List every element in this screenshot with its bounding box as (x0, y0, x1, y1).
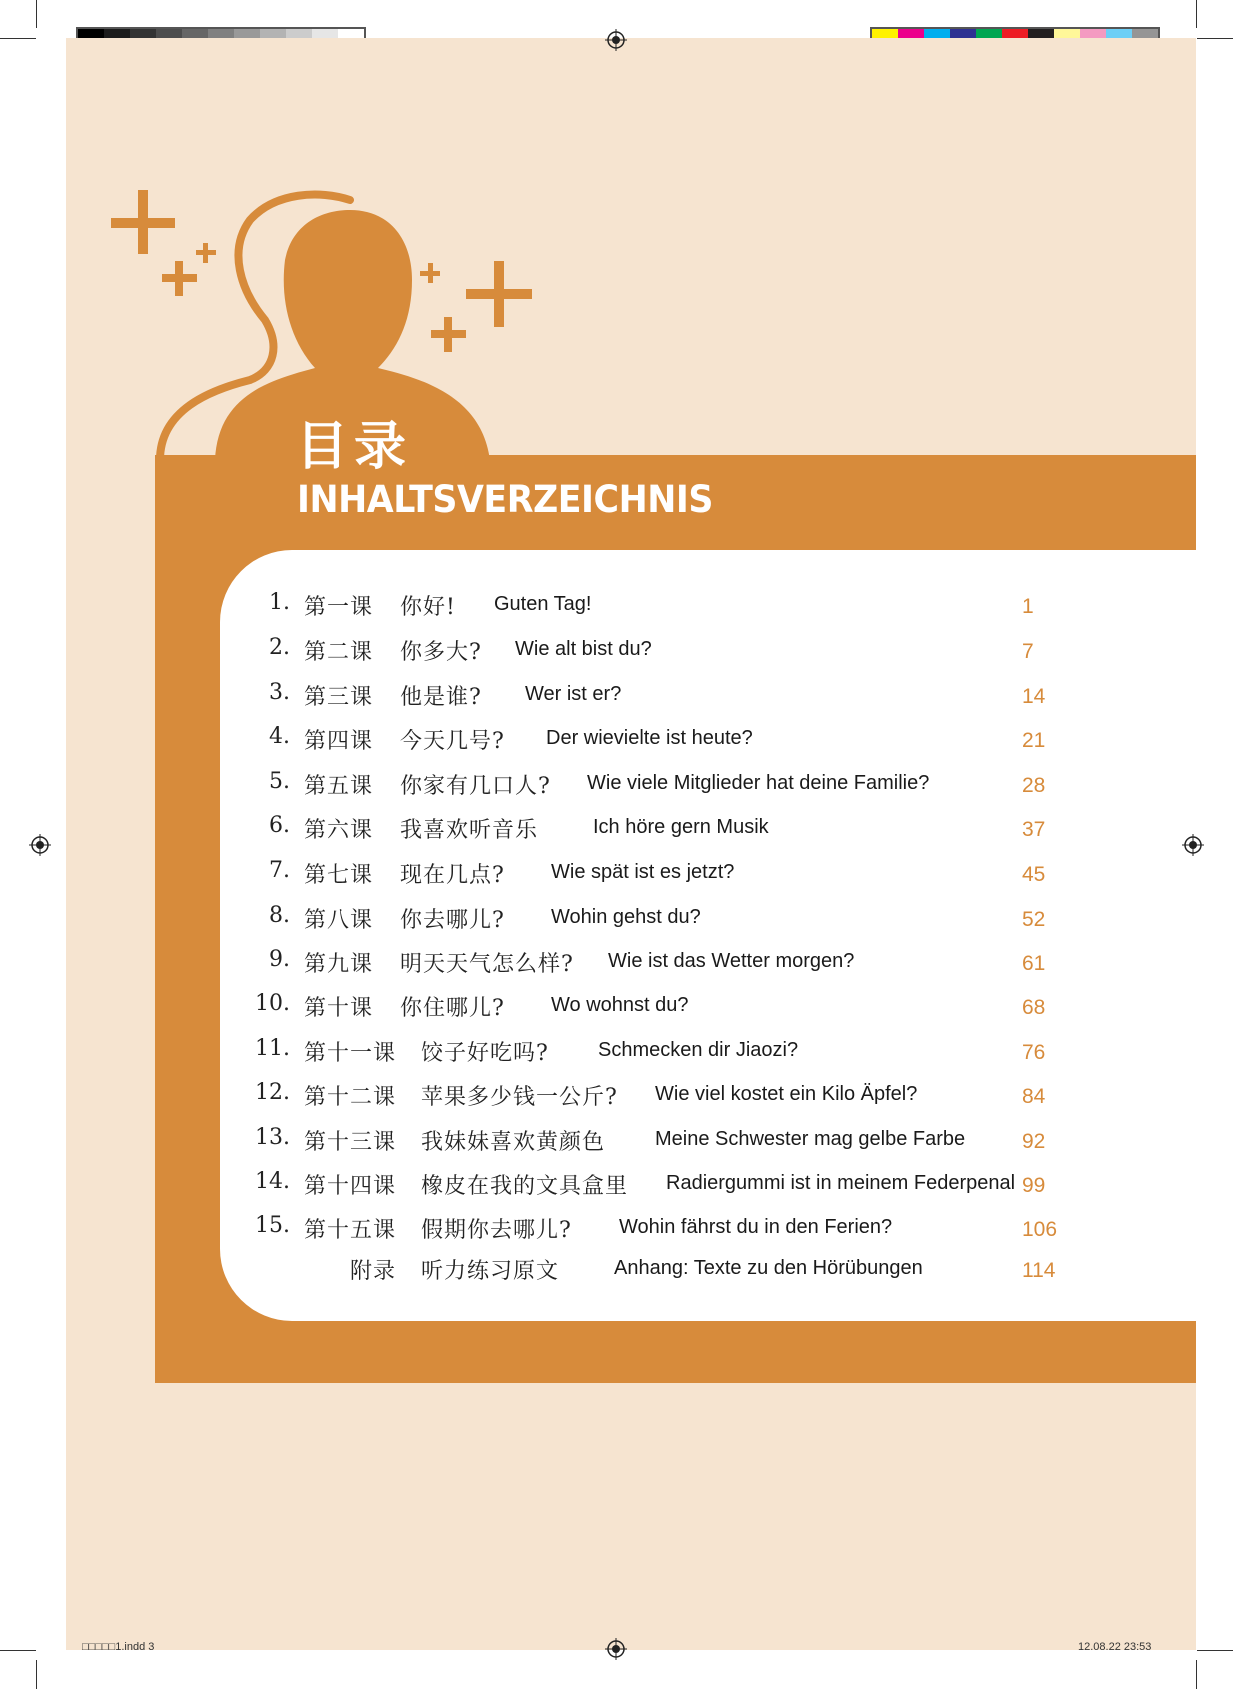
toc-lesson-label: 第三课 (304, 685, 374, 710)
registration-mark-icon (605, 29, 627, 51)
toc-number: 13. (255, 1125, 290, 1150)
toc-lesson-label: 第一课 (304, 595, 374, 620)
toc-german-title: Wohin gehst du? (551, 906, 701, 928)
toc-chinese-title: 现在几点? (400, 863, 505, 888)
crop-mark (0, 1650, 36, 1651)
toc-entry (0, 769, 1233, 809)
toc-page-number: 37 (1022, 818, 1046, 841)
toc-entry (0, 813, 1233, 853)
toc-chinese-title: 听力练习原文 (421, 1259, 560, 1284)
toc-page-number: 84 (1022, 1085, 1046, 1108)
page-title-german: INHALTSVERZEICHNIS (297, 478, 713, 521)
toc-lesson-label: 第七课 (304, 863, 374, 888)
toc-chinese-title: 苹果多少钱一公斤? (421, 1085, 618, 1110)
toc-chinese-title: 你好! (400, 595, 456, 620)
toc-german-title: Wie alt bist du? (515, 638, 652, 660)
toc-page-number: 114 (1022, 1259, 1056, 1282)
toc-lesson-label: 第十二课 (304, 1085, 397, 1110)
toc-entry (0, 1125, 1233, 1165)
toc-german-title: Guten Tag! (494, 593, 592, 615)
toc-entry (0, 947, 1233, 987)
crop-mark (36, 0, 37, 28)
toc-chinese-title: 你住哪儿? (400, 996, 505, 1021)
toc-number: 7. (269, 858, 290, 883)
toc-lesson-label: 第八课 (304, 908, 374, 933)
toc-number: 3. (269, 680, 290, 705)
toc-german-title: Wie spät ist es jetzt? (551, 861, 735, 883)
toc-german-title: Wie ist das Wetter morgen? (608, 950, 855, 972)
slug-filename: □□□□□1.indd 3 (82, 1641, 155, 1653)
toc-entry (0, 1036, 1233, 1076)
toc-german-title: Meine Schwester mag gelbe Farbe (655, 1128, 966, 1150)
toc-german-title: Wohin fährst du in den Ferien? (619, 1216, 893, 1238)
toc-chinese-title: 橡皮在我的文具盒里 (421, 1174, 629, 1199)
toc-german-title: Radiergummi ist in meinem Federpenal (666, 1172, 1016, 1194)
toc-lesson-label: 第十三课 (304, 1130, 397, 1155)
toc-entry (0, 1213, 1233, 1253)
toc-chinese-title: 我喜欢听音乐 (400, 818, 539, 843)
crop-mark (1197, 1650, 1233, 1651)
toc-lesson-label: 第十五课 (304, 1218, 397, 1243)
toc-number: 14. (255, 1169, 290, 1194)
crop-mark (1196, 0, 1197, 28)
toc-german-title: Der wievielte ist heute? (546, 727, 753, 749)
toc-number: 12. (255, 1080, 290, 1105)
toc-entry (0, 903, 1233, 943)
toc-lesson-label: 附录 (350, 1259, 397, 1284)
toc-lesson-label: 第十四课 (304, 1174, 397, 1199)
toc-page-number: 14 (1022, 685, 1046, 708)
toc-entry (0, 1169, 1233, 1209)
toc-lesson-label: 第十一课 (304, 1041, 397, 1066)
toc-entry (0, 590, 1233, 630)
toc-page-number: 92 (1022, 1130, 1046, 1153)
toc-chinese-title: 饺子好吃吗? (421, 1041, 549, 1066)
toc-page-number: 45 (1022, 863, 1046, 886)
toc-number: 4. (269, 724, 290, 749)
toc-lesson-label: 第二课 (304, 640, 374, 665)
toc-page-number: 99 (1022, 1174, 1046, 1197)
toc-number: 11. (255, 1036, 290, 1061)
toc-entry (0, 991, 1233, 1031)
toc-chinese-title: 你家有几口人? (400, 774, 551, 799)
toc-page-number: 106 (1022, 1218, 1058, 1241)
toc-page-number: 28 (1022, 774, 1046, 797)
toc-page-number: 61 (1022, 952, 1046, 975)
registration-mark-icon (605, 1638, 627, 1660)
toc-german-title: Schmecken dir Jiaozi? (598, 1039, 799, 1061)
toc-number: 1. (269, 590, 290, 615)
toc-entry (0, 858, 1233, 898)
crop-mark (36, 1660, 37, 1689)
toc-chinese-title: 假期你去哪儿? (421, 1218, 572, 1243)
toc-german-title: Wie viele Mitglieder hat deine Familie? (587, 772, 930, 794)
toc-chinese-title: 明天天气怎么样? (400, 952, 574, 977)
toc-number: 5. (269, 769, 290, 794)
toc-entry (0, 1080, 1233, 1120)
toc-lesson-label: 第五课 (304, 774, 374, 799)
toc-page-number: 76 (1022, 1041, 1046, 1064)
slug-timestamp: 12.08.22 23:53 (1078, 1641, 1152, 1653)
toc-german-title: Wie viel kostet ein Kilo Äpfel? (655, 1083, 918, 1105)
toc-german-title: Anhang: Texte zu den Hörübungen (614, 1257, 923, 1279)
toc-lesson-label: 第十课 (304, 996, 374, 1021)
toc-entry (0, 1254, 1233, 1294)
toc-page-number: 21 (1022, 729, 1046, 752)
toc-number: 15. (255, 1213, 290, 1238)
toc-page-number: 52 (1022, 908, 1046, 931)
toc-number: 2. (269, 635, 290, 660)
toc-lesson-label: 第九课 (304, 952, 374, 977)
toc-lesson-label: 第六课 (304, 818, 374, 843)
crop-mark (1196, 1660, 1197, 1689)
toc-lesson-label: 第四课 (304, 729, 374, 754)
toc-page-number: 68 (1022, 996, 1046, 1019)
page-title-chinese: 目录 (296, 417, 413, 477)
toc-entry (0, 635, 1233, 675)
toc-chinese-title: 今天几号? (400, 729, 505, 754)
toc-chinese-title: 你多大? (400, 640, 482, 665)
registration-mark-icon (29, 834, 51, 856)
toc-page-number: 7 (1022, 640, 1034, 663)
toc-german-title: Wer ist er? (525, 683, 622, 705)
toc-chinese-title: 他是谁? (400, 685, 482, 710)
toc-entry (0, 680, 1233, 720)
toc-number: 6. (269, 813, 290, 838)
toc-number: 9. (269, 947, 290, 972)
registration-mark-icon (1182, 834, 1204, 856)
toc-chinese-title: 我妹妹喜欢黄颜色 (421, 1130, 606, 1155)
toc-page-number: 1 (1022, 595, 1034, 618)
toc-chinese-title: 你去哪儿? (400, 908, 505, 933)
crop-mark (0, 38, 36, 39)
crop-mark (1197, 38, 1233, 39)
toc-number: 8. (269, 903, 290, 928)
toc-german-title: Ich höre gern Musik (593, 816, 769, 838)
toc-entry (0, 724, 1233, 764)
toc-german-title: Wo wohnst du? (551, 994, 689, 1016)
toc-number: 10. (255, 991, 290, 1016)
